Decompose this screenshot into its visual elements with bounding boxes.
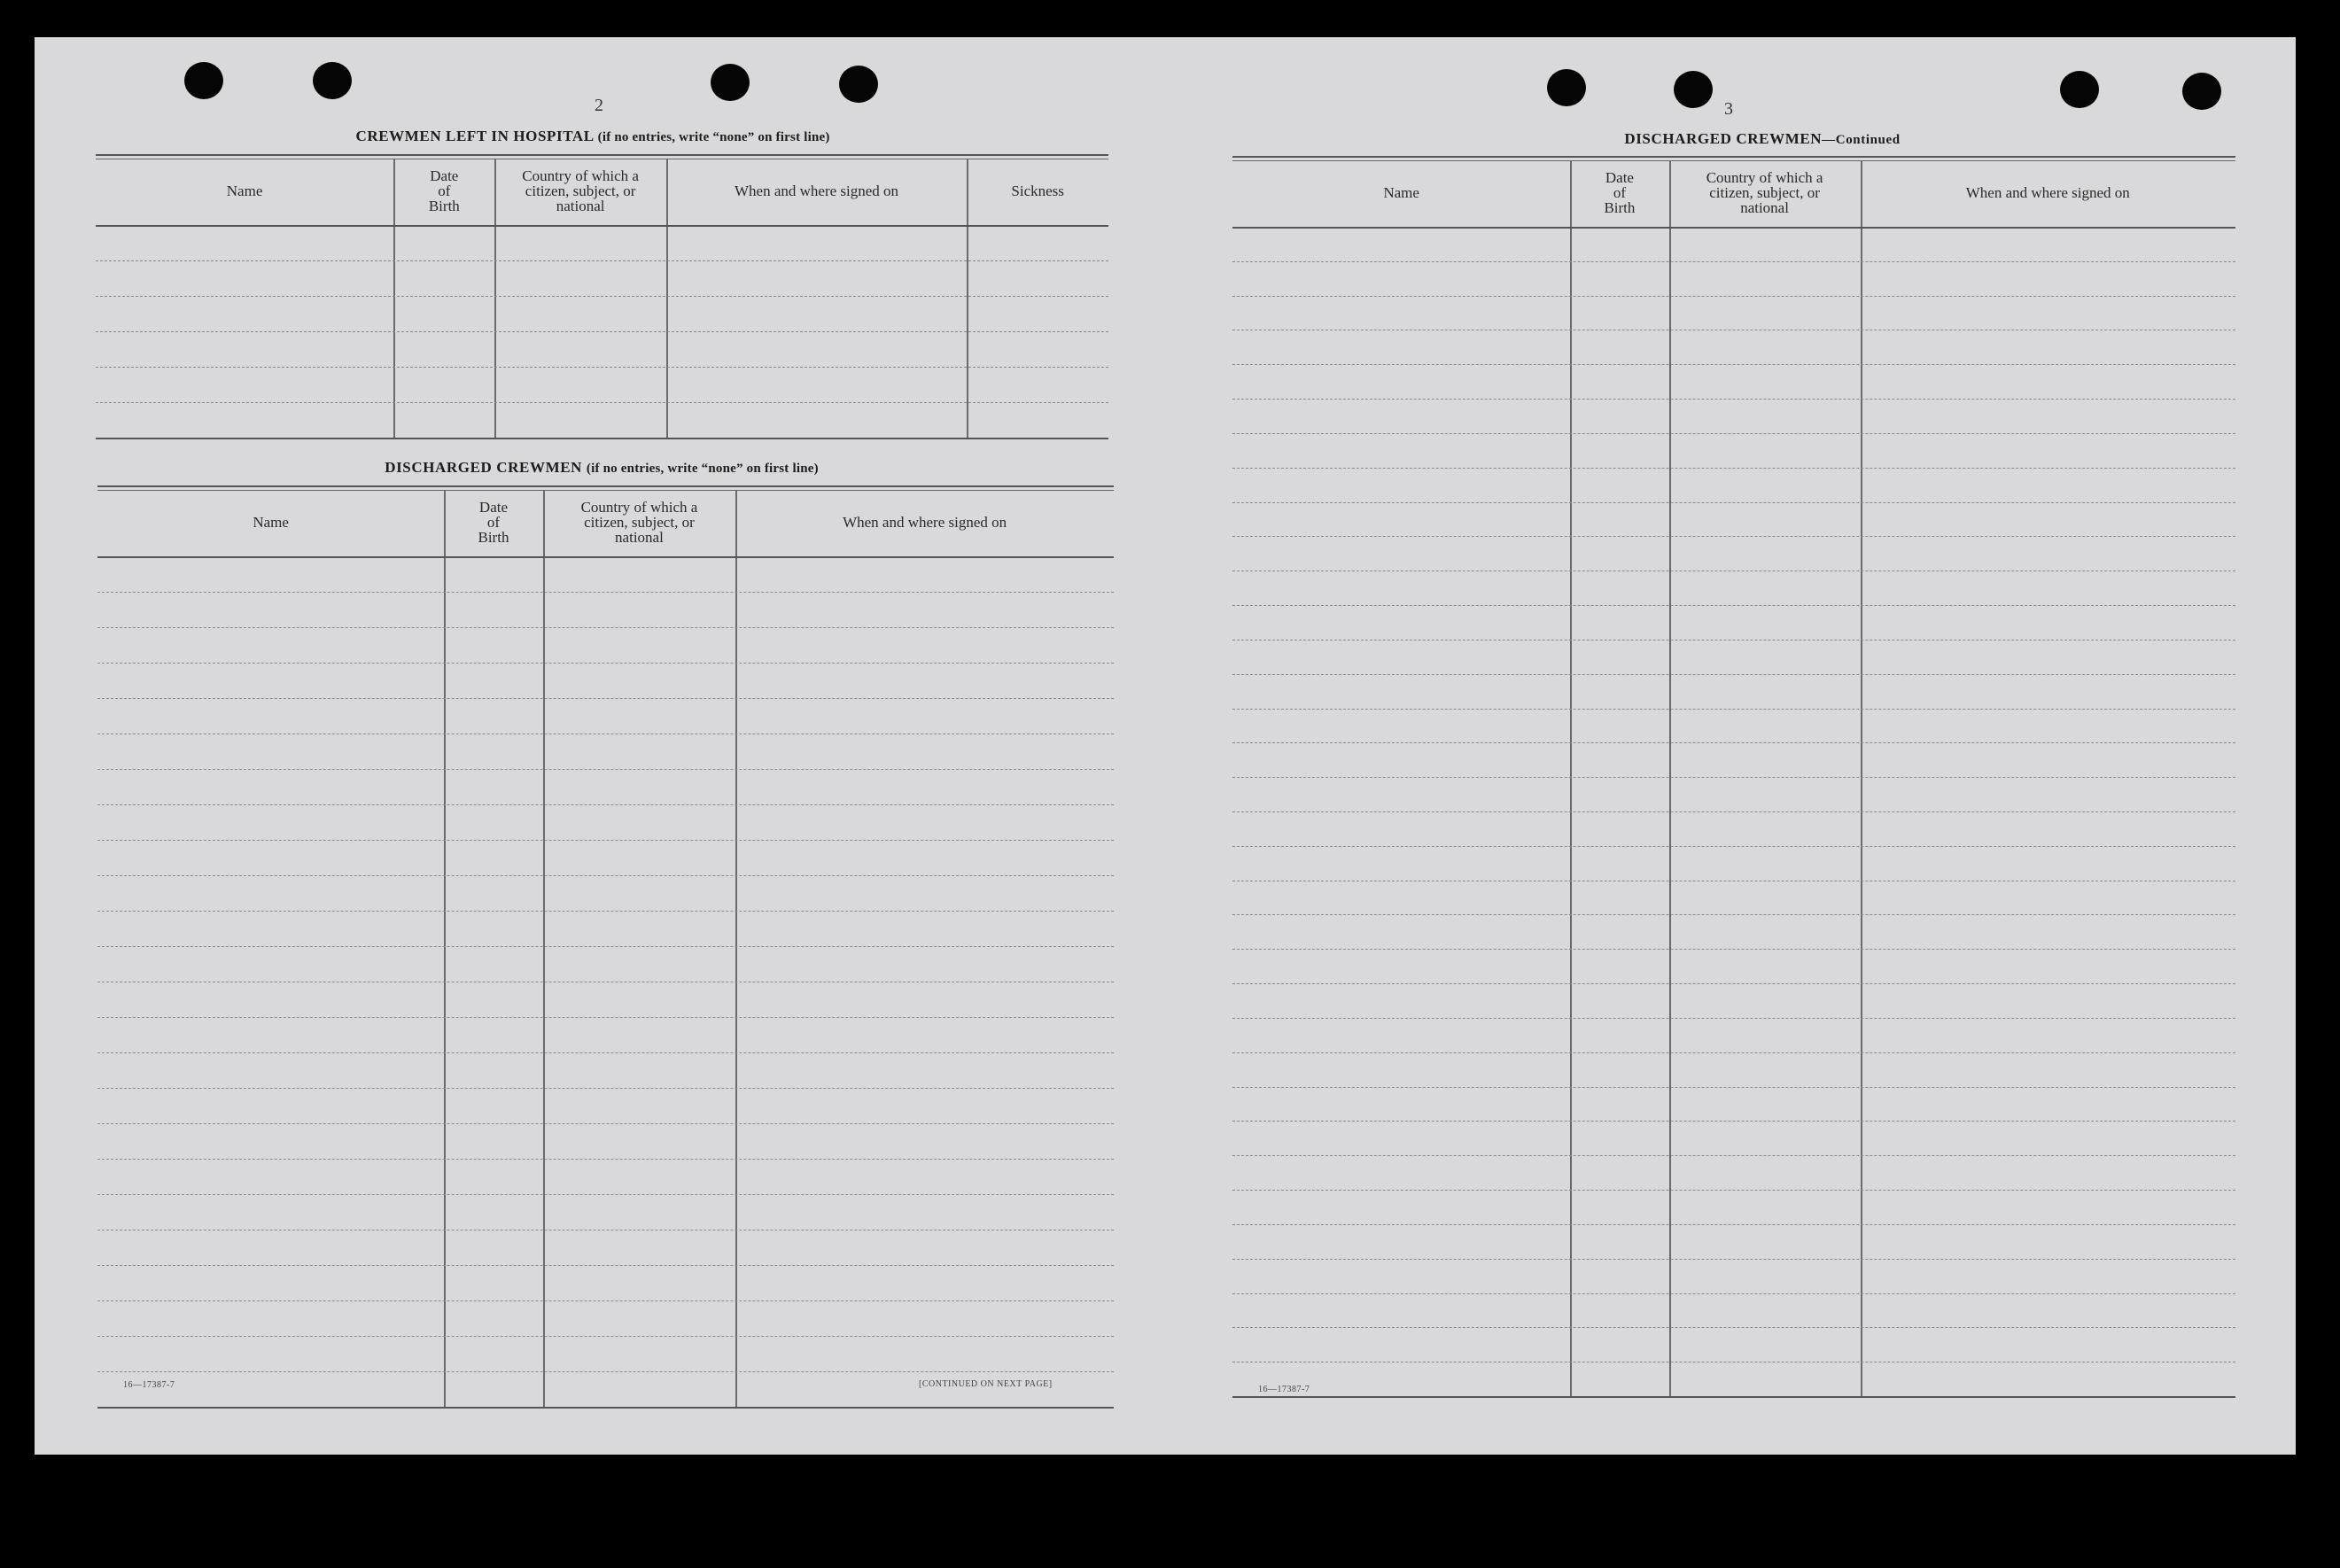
column-divider bbox=[1669, 161, 1671, 1396]
table-row-line bbox=[1232, 1052, 2235, 1053]
column-divider bbox=[444, 491, 446, 1407]
table-row-line bbox=[97, 1300, 1114, 1301]
hospital-table bbox=[96, 154, 1108, 438]
hospital-title-text: CREWMEN LEFT IN HOSPITAL bbox=[355, 128, 594, 144]
punch-hole bbox=[711, 64, 750, 101]
table-top-rule bbox=[1232, 156, 2235, 158]
table-row-line bbox=[1232, 914, 2235, 915]
table-row-line bbox=[1232, 468, 2235, 469]
column-header: Name bbox=[253, 513, 289, 531]
table-row-line bbox=[1232, 1190, 2235, 1191]
table-row-line bbox=[1232, 983, 2235, 984]
column-divider bbox=[1861, 161, 1862, 1396]
table-row-line bbox=[1232, 742, 2235, 743]
column-divider bbox=[967, 159, 968, 438]
column-divider bbox=[735, 491, 737, 1407]
column-header: Country of which a citizen, subject, or national bbox=[580, 498, 698, 546]
discharged-title-text: DISCHARGED CREWMEN bbox=[385, 459, 583, 476]
column-divider bbox=[543, 491, 545, 1407]
form-code-left: 16—17387-7 bbox=[123, 1380, 175, 1390]
discharged-table bbox=[97, 485, 1114, 1407]
table-top-rule bbox=[97, 485, 1114, 487]
column-header: Sickness bbox=[1011, 182, 1064, 199]
table-row-line bbox=[97, 1407, 1114, 1409]
table-row-line bbox=[1232, 1018, 2235, 1019]
column-divider bbox=[393, 159, 395, 438]
discharged-continued-table bbox=[1232, 156, 2235, 1396]
table-row-line bbox=[97, 663, 1114, 664]
table-row-line bbox=[1232, 674, 2235, 675]
table-row-line bbox=[97, 946, 1114, 947]
discharged-continued-title bbox=[1231, 130, 2294, 148]
table-top-rule bbox=[97, 490, 1114, 491]
table-row-line bbox=[1232, 1396, 2235, 1398]
punch-hole bbox=[839, 66, 878, 103]
header-bottom-rule bbox=[96, 225, 1108, 227]
table-row-line bbox=[96, 260, 1108, 261]
continued-next-page-note: [CONTINUED ON NEXT PAGE] bbox=[919, 1379, 1053, 1389]
column-header: Date of Birth bbox=[478, 498, 509, 546]
column-header: When and where signed on bbox=[735, 182, 899, 199]
table-row-line bbox=[96, 402, 1108, 403]
column-header: Date of Birth bbox=[428, 167, 460, 214]
page-number-right: 3 bbox=[1724, 99, 1733, 119]
table-row-line bbox=[97, 627, 1114, 628]
table-row-line bbox=[96, 367, 1108, 368]
table-row-line bbox=[96, 438, 1108, 439]
table-row-line bbox=[97, 1159, 1114, 1160]
table-row-line bbox=[1232, 777, 2235, 778]
table-row-line bbox=[1232, 1224, 2235, 1225]
scanned-form bbox=[35, 37, 2296, 1455]
table-row-line bbox=[97, 840, 1114, 841]
column-divider bbox=[1570, 161, 1572, 1396]
table-row-line bbox=[97, 1194, 1114, 1195]
discharged-title-note: (if no entries, write “none” on first line) bbox=[586, 462, 819, 476]
column-header: Name bbox=[1383, 183, 1419, 201]
table-top-rule bbox=[1232, 160, 2235, 161]
column-divider bbox=[666, 159, 668, 438]
column-divider bbox=[494, 159, 496, 438]
punch-hole bbox=[1547, 69, 1586, 106]
punch-hole bbox=[2182, 73, 2221, 110]
table-row-line bbox=[1232, 364, 2235, 365]
table-row-line bbox=[1232, 502, 2235, 503]
table-row-line bbox=[97, 1265, 1114, 1266]
column-header: When and where signed on bbox=[843, 513, 1007, 531]
hospital-section-title bbox=[88, 128, 1098, 145]
table-row-line bbox=[1232, 949, 2235, 950]
table-row-line bbox=[97, 1123, 1114, 1124]
table-row-line bbox=[1232, 605, 2235, 606]
table-row-line bbox=[1232, 1087, 2235, 1088]
table-row-line bbox=[97, 1017, 1114, 1018]
table-row-line bbox=[97, 1336, 1114, 1337]
discharged-continued-title-text: DISCHARGED CREWMEN bbox=[1624, 130, 1823, 147]
table-row-line bbox=[97, 1088, 1114, 1089]
column-header: Country of which a citizen, subject, or national bbox=[1706, 168, 1823, 216]
table-row-line bbox=[1232, 811, 2235, 812]
table-row-line bbox=[97, 1371, 1114, 1372]
table-row-line bbox=[1232, 1293, 2235, 1294]
punch-hole bbox=[184, 62, 223, 99]
table-row-line bbox=[1232, 433, 2235, 434]
table-row-line bbox=[1232, 261, 2235, 262]
table-row-line bbox=[97, 592, 1114, 593]
table-row-line bbox=[97, 769, 1114, 770]
column-header: Date of Birth bbox=[1604, 168, 1636, 216]
table-row-line bbox=[97, 804, 1114, 805]
table-row-line bbox=[1232, 709, 2235, 710]
discharged-continued-suffix: —Continued bbox=[1822, 133, 1901, 147]
table-row-line bbox=[97, 1052, 1114, 1053]
table-row-line bbox=[1232, 1259, 2235, 1260]
table-row-line bbox=[97, 875, 1114, 876]
table-row-line bbox=[97, 911, 1114, 912]
table-row-line bbox=[96, 331, 1108, 332]
table-row-line bbox=[1232, 296, 2235, 297]
punch-hole bbox=[1674, 71, 1713, 108]
punch-hole bbox=[313, 62, 352, 99]
hospital-title-note: (if no entries, write “none” on first line) bbox=[597, 130, 830, 144]
table-row-line bbox=[1232, 846, 2235, 847]
table-top-rule bbox=[96, 154, 1108, 156]
column-header: Country of which a citizen, subject, or national bbox=[522, 167, 639, 214]
table-row-line bbox=[1232, 399, 2235, 400]
table-row-line bbox=[97, 698, 1114, 699]
discharged-section-title bbox=[97, 459, 1107, 477]
table-row-line bbox=[1232, 1121, 2235, 1122]
table-row-line bbox=[1232, 1155, 2235, 1156]
column-header: When and where signed on bbox=[1965, 183, 2130, 201]
table-row-line bbox=[1232, 536, 2235, 537]
column-header: Name bbox=[226, 182, 263, 199]
form-code-right: 16—17387-7 bbox=[1258, 1385, 1310, 1394]
table-row-line bbox=[1232, 1327, 2235, 1328]
header-bottom-rule bbox=[1232, 227, 2235, 229]
header-bottom-rule bbox=[97, 556, 1114, 558]
page-number-left: 2 bbox=[595, 96, 603, 115]
punch-hole bbox=[2060, 71, 2099, 108]
table-row-line bbox=[96, 296, 1108, 297]
